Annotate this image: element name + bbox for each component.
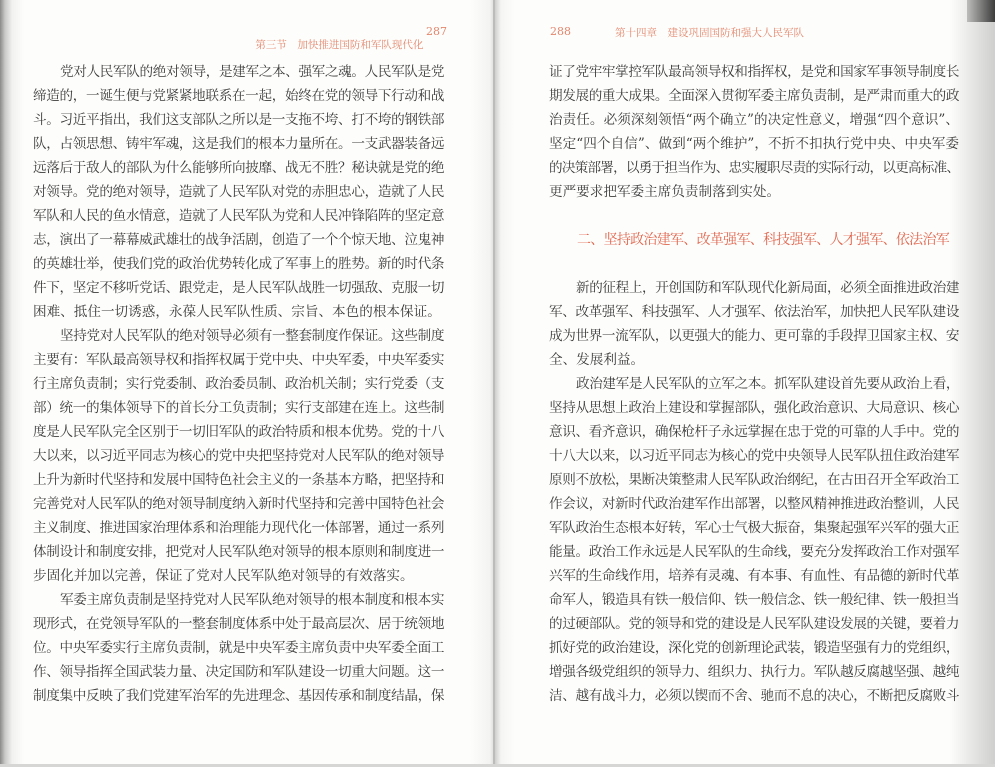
text-line: 上升为新时代坚持和发展中国特色社会主义的一条基本方略，把坚持和 — [33, 472, 444, 488]
text-line: 的决策部署，以勇于担当作为、忠实履职尽责的实际行动，以更高标准、 — [549, 160, 959, 176]
text-line: 行主席负责制；实行党委制、政治委员制、政治机关制；实行党委（支 — [33, 376, 444, 392]
text-line: 体制设计和制度安排，把党对人民军队绝对领导的根本原则和制度进一 — [33, 544, 444, 560]
right-body-text — [549, 60, 959, 708]
text-line: 新的征程上，开创国防和军队现代化新局面，必须全面推进政治建 — [576, 280, 959, 296]
text-line: 坚持从思想上政治上建设和掌握部队，强化政治意识、大局意识、核心 — [549, 400, 959, 416]
text-line: 现形式，在党领导军队的一整套制度体系中处于最高层次、居于统领地 — [33, 616, 444, 632]
text-line: 十八大以来，以习近平同志为核心的党中央领导人民军队扭住政治建军 — [549, 448, 959, 464]
text-line: 斗。习近平指出，我们这支部队之所以是一支拖不垮、打不垮的钢铁部 — [33, 112, 444, 128]
text-line: 度是人民军队完全区别于一切旧军队的政治特质和根本优势。党的十八 — [33, 424, 444, 440]
text-line: 原则不放松，果断决策整肃人民军队政治纲纪，在古田召开全军政治工 — [549, 472, 959, 488]
text-line: 缔造的，一诞生便与党紧紧地联系在一起，始终在党的领导下行动和战 — [33, 88, 444, 104]
text-line: 作会议，对新时代政治建军作出部署，以整风精神推进政治整训，人民 — [549, 496, 959, 512]
page-number: 288 — [550, 25, 571, 38]
left-body-text — [33, 60, 444, 708]
running-head — [242, 25, 423, 64]
text-line: 部）统一的集体领导下的首长分工负责制；实行支部建在连上。这些制 — [33, 400, 444, 416]
text-line: 件下，坚定不移听党话、跟党走，是人民军队战胜一切强敌、克服一切 — [33, 280, 444, 296]
text-line: 制度集中反映了我们党建军治军的先进理念、基因传承和制度结晶，保 — [33, 688, 444, 704]
running-head: 第十四章 建设巩固国防和强大人民军队 — [615, 27, 804, 39]
text-line: 洁、越有战斗力，必须以锲而不舍、驰而不息的决心，不断把反腐败斗 — [549, 688, 959, 704]
paragraph — [33, 60, 444, 324]
text-line: 全、发展利益。 — [549, 352, 645, 368]
text-line: 志，演出了一幕幕威武雄壮的战争活剧，创造了一个个惊天地、泣鬼神 — [33, 232, 444, 248]
text-line: 增强各级党组织的领导力、组织力、执行力。军队越反腐越坚强、越纯 — [549, 664, 959, 680]
text-line: 政治建军是人民军队的立军之本。抓军队建设首先要从政治上看， — [576, 376, 959, 392]
text-line: 的过硬部队。党的领导和党的建设是人民军队建设发展的关键，要着力 — [549, 616, 959, 632]
text-line: 队，占领思想、铸牢军魂，这是我们的根本力量所在。一支武器装备远 — [33, 136, 444, 152]
page-number: 287 — [426, 25, 447, 38]
text-line: 军、改革强军、科技强军、人才强军、依法治军，加快把人民军队建设 — [549, 304, 959, 320]
text-line: 兴军的生命线作用，培养有灵魂、有本事、有血性、有品德的新时代革 — [549, 568, 959, 584]
paragraph — [549, 60, 959, 204]
text-line: 证了党牢牢掌控军队最高领导权和指挥权，是党和国家军事领导制度长 — [549, 64, 959, 80]
text-line: 能量。政治工作永远是人民军队的生命线，要充分发挥政治工作对强军 — [549, 544, 959, 560]
text-line: 坚定“四个自信”、做到“两个维护”，不折不扣执行党中央、中央军委 — [549, 136, 959, 152]
paragraph — [33, 588, 444, 708]
book-gutter — [493, 0, 495, 767]
text-line: 步固化并加以完善，保证了党对人民军队绝对领导的有效落实。 — [33, 568, 414, 584]
section-heading: 二、坚持政治建军、改革强军、科技强军、人才强军、依法治军 — [577, 232, 949, 248]
text-line: 远落后于敌人的部队为什么能够所向披靡、战无不胜？秘诀就是党的绝 — [33, 160, 444, 176]
text-line: 对领导。党的绝对领导，造就了人民军队对党的赤胆忠心，造就了人民 — [33, 184, 444, 200]
page-edge-shadow — [967, 0, 995, 22]
text-line: 命军人，锻造具有铁一般信仰、铁一般信念、铁一般纪律、铁一般担当 — [549, 592, 959, 608]
text-line: 更严要求把军委主席负责制落到实处。 — [549, 184, 781, 200]
text-line: 党对人民军队的绝对领导，是建军之本、强军之魂。人民军队是党 — [60, 64, 444, 80]
text-line: 抓好党的政治建设，深化党的创新理论武装，锻造坚强有力的党组织， — [549, 640, 959, 656]
text-line: 坚持党对人民军队的绝对领导必须有一整套制度作保证。这些制度 — [60, 328, 444, 344]
text-line: 作、领导指挥全国武装力量、决定国防和军队建设一切重大问题。这一 — [33, 664, 444, 680]
text-line: 主义制度、推进国家治理体系和治理能力现代化一体部署，通过一系列 — [33, 520, 444, 536]
chapter-section-title: 第三节 加快推进国防和军队现代化 — [255, 39, 424, 51]
text-line: 困难、抵住一切诱惑，永葆人民军队性质、宗旨、本色的根本保证。 — [33, 304, 441, 320]
text-line: 主要有：军队最高领导权和指挥权属于党中央、中央军委，中央军委实 — [33, 352, 444, 368]
text-line: 军委主席负责制是坚持党对人民军队绝对领导的根本制度和根本实 — [60, 592, 444, 608]
text-line: 期发展的重大成果。全面深入贯彻军委主席负责制，是严肃而重大的政 — [549, 88, 959, 104]
text-line: 意识、看齐意识，确保枪杆子永远掌握在忠于党的可靠的人手中。党的 — [549, 424, 959, 440]
text-line: 大以来，以习近平同志为核心的党中央把坚持党对人民军队的绝对领导 — [33, 448, 444, 464]
text-line: 军队政治生态根本好转，军心士气极大振奋，集聚起强军兴军的强大正 — [549, 520, 959, 536]
text-line: 的英雄壮举，使我们党的政治优势转化成了军事上的胜势。新的时代条 — [33, 256, 444, 272]
text-line: 治责任。必须深刻领悟“两个确立”的决定性意义，增强“四个意识”、 — [549, 112, 959, 128]
paragraph — [549, 372, 959, 708]
paragraph — [33, 324, 444, 588]
text-line: 军队和人民的鱼水情意，造就了人民军队为党和人民冲锋陷阵的坚定意 — [33, 208, 444, 224]
text-line: 位。中央军委实行主席负责制，就是中央军委主席负责中央军委全面工 — [33, 640, 444, 656]
paragraph — [549, 276, 959, 372]
text-line: 成为世界一流军队，以更强大的能力、更可靠的手段捍卫国家主权、安 — [549, 328, 959, 344]
text-line: 完善党对人民军队的绝对领导制度纳入新时代坚持和完善中国特色社会 — [33, 496, 444, 512]
